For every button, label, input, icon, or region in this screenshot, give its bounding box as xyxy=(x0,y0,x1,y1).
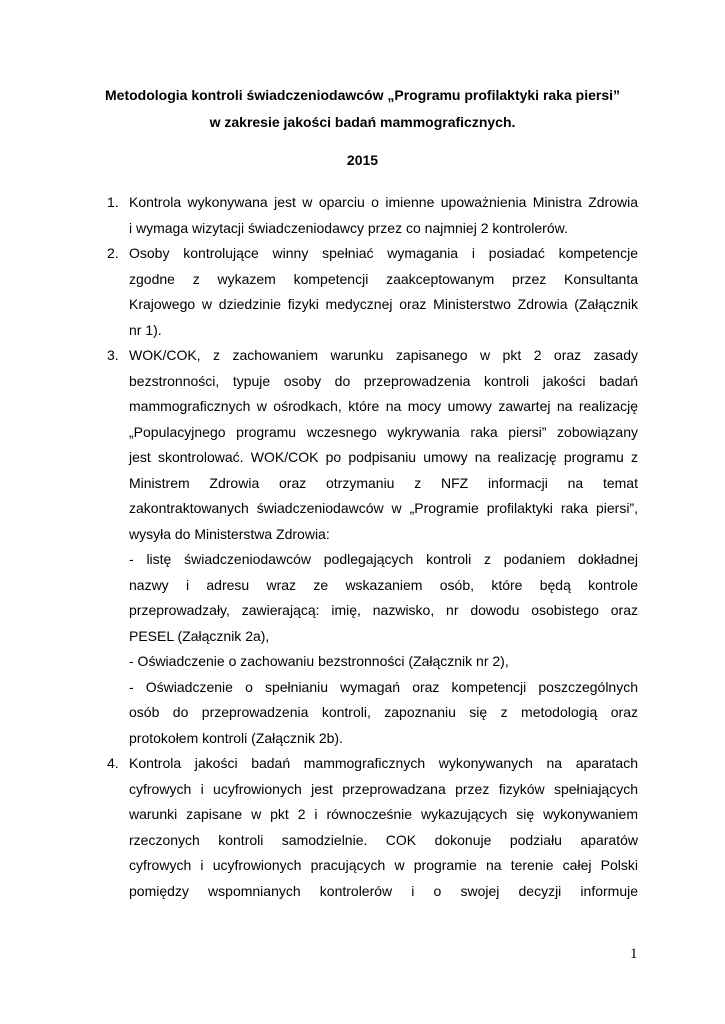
text-line: - Oświadczenie o spełnianiu wymagań oraz kompetencji poszczególnych xyxy=(129,678,638,695)
text-line: osób do przeprowadzenia kontroli, zapoznaniu się z metodologią oraz xyxy=(129,704,638,720)
text-line: zakontraktowanych świadczeniodawców w „Programie profilaktyki raka piersi”, xyxy=(129,500,638,516)
text-line: - Oświadczenie o zachowaniu bezstronności (Załącznik nr 2), xyxy=(129,653,509,669)
text-line: cyfrowych i ucyfrowionych jest przeprowadzana przez fizyków spełniających xyxy=(129,780,638,797)
list-item-2 xyxy=(0,241,638,343)
text-line: Kontrola wykonywana jest w oparciu o imienne upoważnienia Ministra Zdrowia xyxy=(129,194,638,210)
text-line: Ministrem Zdrowia oraz otrzymaniu z NFZ informacji na temat xyxy=(129,474,638,491)
text-line: Krajowego w dziedzinie fizyki medycznej oraz Ministerstwo Zdrowia (Załącznik xyxy=(129,296,638,312)
text-line: przeprowadzały, zawierającą: imię, nazwisko, nr dowodu osobistego oraz xyxy=(129,602,638,618)
text-line: pomiędzy wspomnianych kontrolerów i o swojej decyzji informuje xyxy=(129,882,638,899)
list-item-4 xyxy=(0,751,638,904)
text-line: nazwy i adresu wraz ze wskazaniem osób, które będą kontrole xyxy=(129,576,638,593)
text-line: PESEL (Załącznik 2a), xyxy=(129,627,270,644)
document-year: 2015 xyxy=(346,152,379,168)
text-line: - listę świadczeniodawców podlegających kontroli z podaniem dokładnej xyxy=(129,551,638,567)
page-number: 1 xyxy=(630,946,638,962)
text-line: mammograficznych w ośrodkach, które na mocy umowy zawartej na realizację xyxy=(129,398,638,414)
text-line: Osoby kontrolujące winny spełniać wymagania i posiadać kompetencje xyxy=(129,245,638,261)
text-line: „Populacyjnego programu wczesnego wykrywania raka piersi” zobowiązany xyxy=(129,423,638,440)
list-item-3 xyxy=(0,343,638,751)
list-item-number: 4. xyxy=(107,755,119,771)
text-line: warunki zapisane w pkt 2 i równocześnie wykazujących się wykonywaniem xyxy=(129,806,638,822)
text-line: nr 1). xyxy=(129,321,162,338)
text-line: i wymaga wizytacji świadczeniodawcy przez co najmniej 2 kontrolerów. xyxy=(129,219,568,236)
list-item-number: 1. xyxy=(107,194,119,210)
text-line: WOK/COK, z zachowaniem warunku zapisanego w pkt 2 oraz zasady xyxy=(129,347,638,363)
text-line: zgodne z wykazem kompetencji zaakceptowanym przez Konsultanta xyxy=(129,270,638,287)
numbered-list xyxy=(0,190,725,904)
text-line: jest skontrolować. WOK/COK po podpisaniu umowy na realizację programu z xyxy=(129,449,638,465)
text-line: bezstronności, typuje osoby do przeprowadzenia kontroli jakości badań xyxy=(129,372,638,389)
document-title-line-1: Metodologia kontroli świadczeniodawców „Programu profilaktyki raka piersi” xyxy=(105,87,620,103)
list-item-number: 3. xyxy=(107,347,119,363)
text-line: cyfrowych i ucyfrowionych pracujących w programie na terenie całej Polski xyxy=(129,857,638,873)
document-title-line-2: w zakresie jakości badań mammograficznych. xyxy=(209,114,516,130)
list-item-1 xyxy=(0,190,638,241)
text-line: wysyła do Ministerstwa Zdrowia: xyxy=(129,525,330,542)
text-line: Kontrola jakości badań mammograficznych wykonywanych na aparatach xyxy=(129,755,638,771)
text-line: rzeczonych kontroli samodzielnie. COK dokonuje podziału aparatów xyxy=(129,831,638,848)
text-line: protokołem kontroli (Załącznik 2b). xyxy=(129,729,343,746)
list-item-number: 2. xyxy=(107,245,119,261)
